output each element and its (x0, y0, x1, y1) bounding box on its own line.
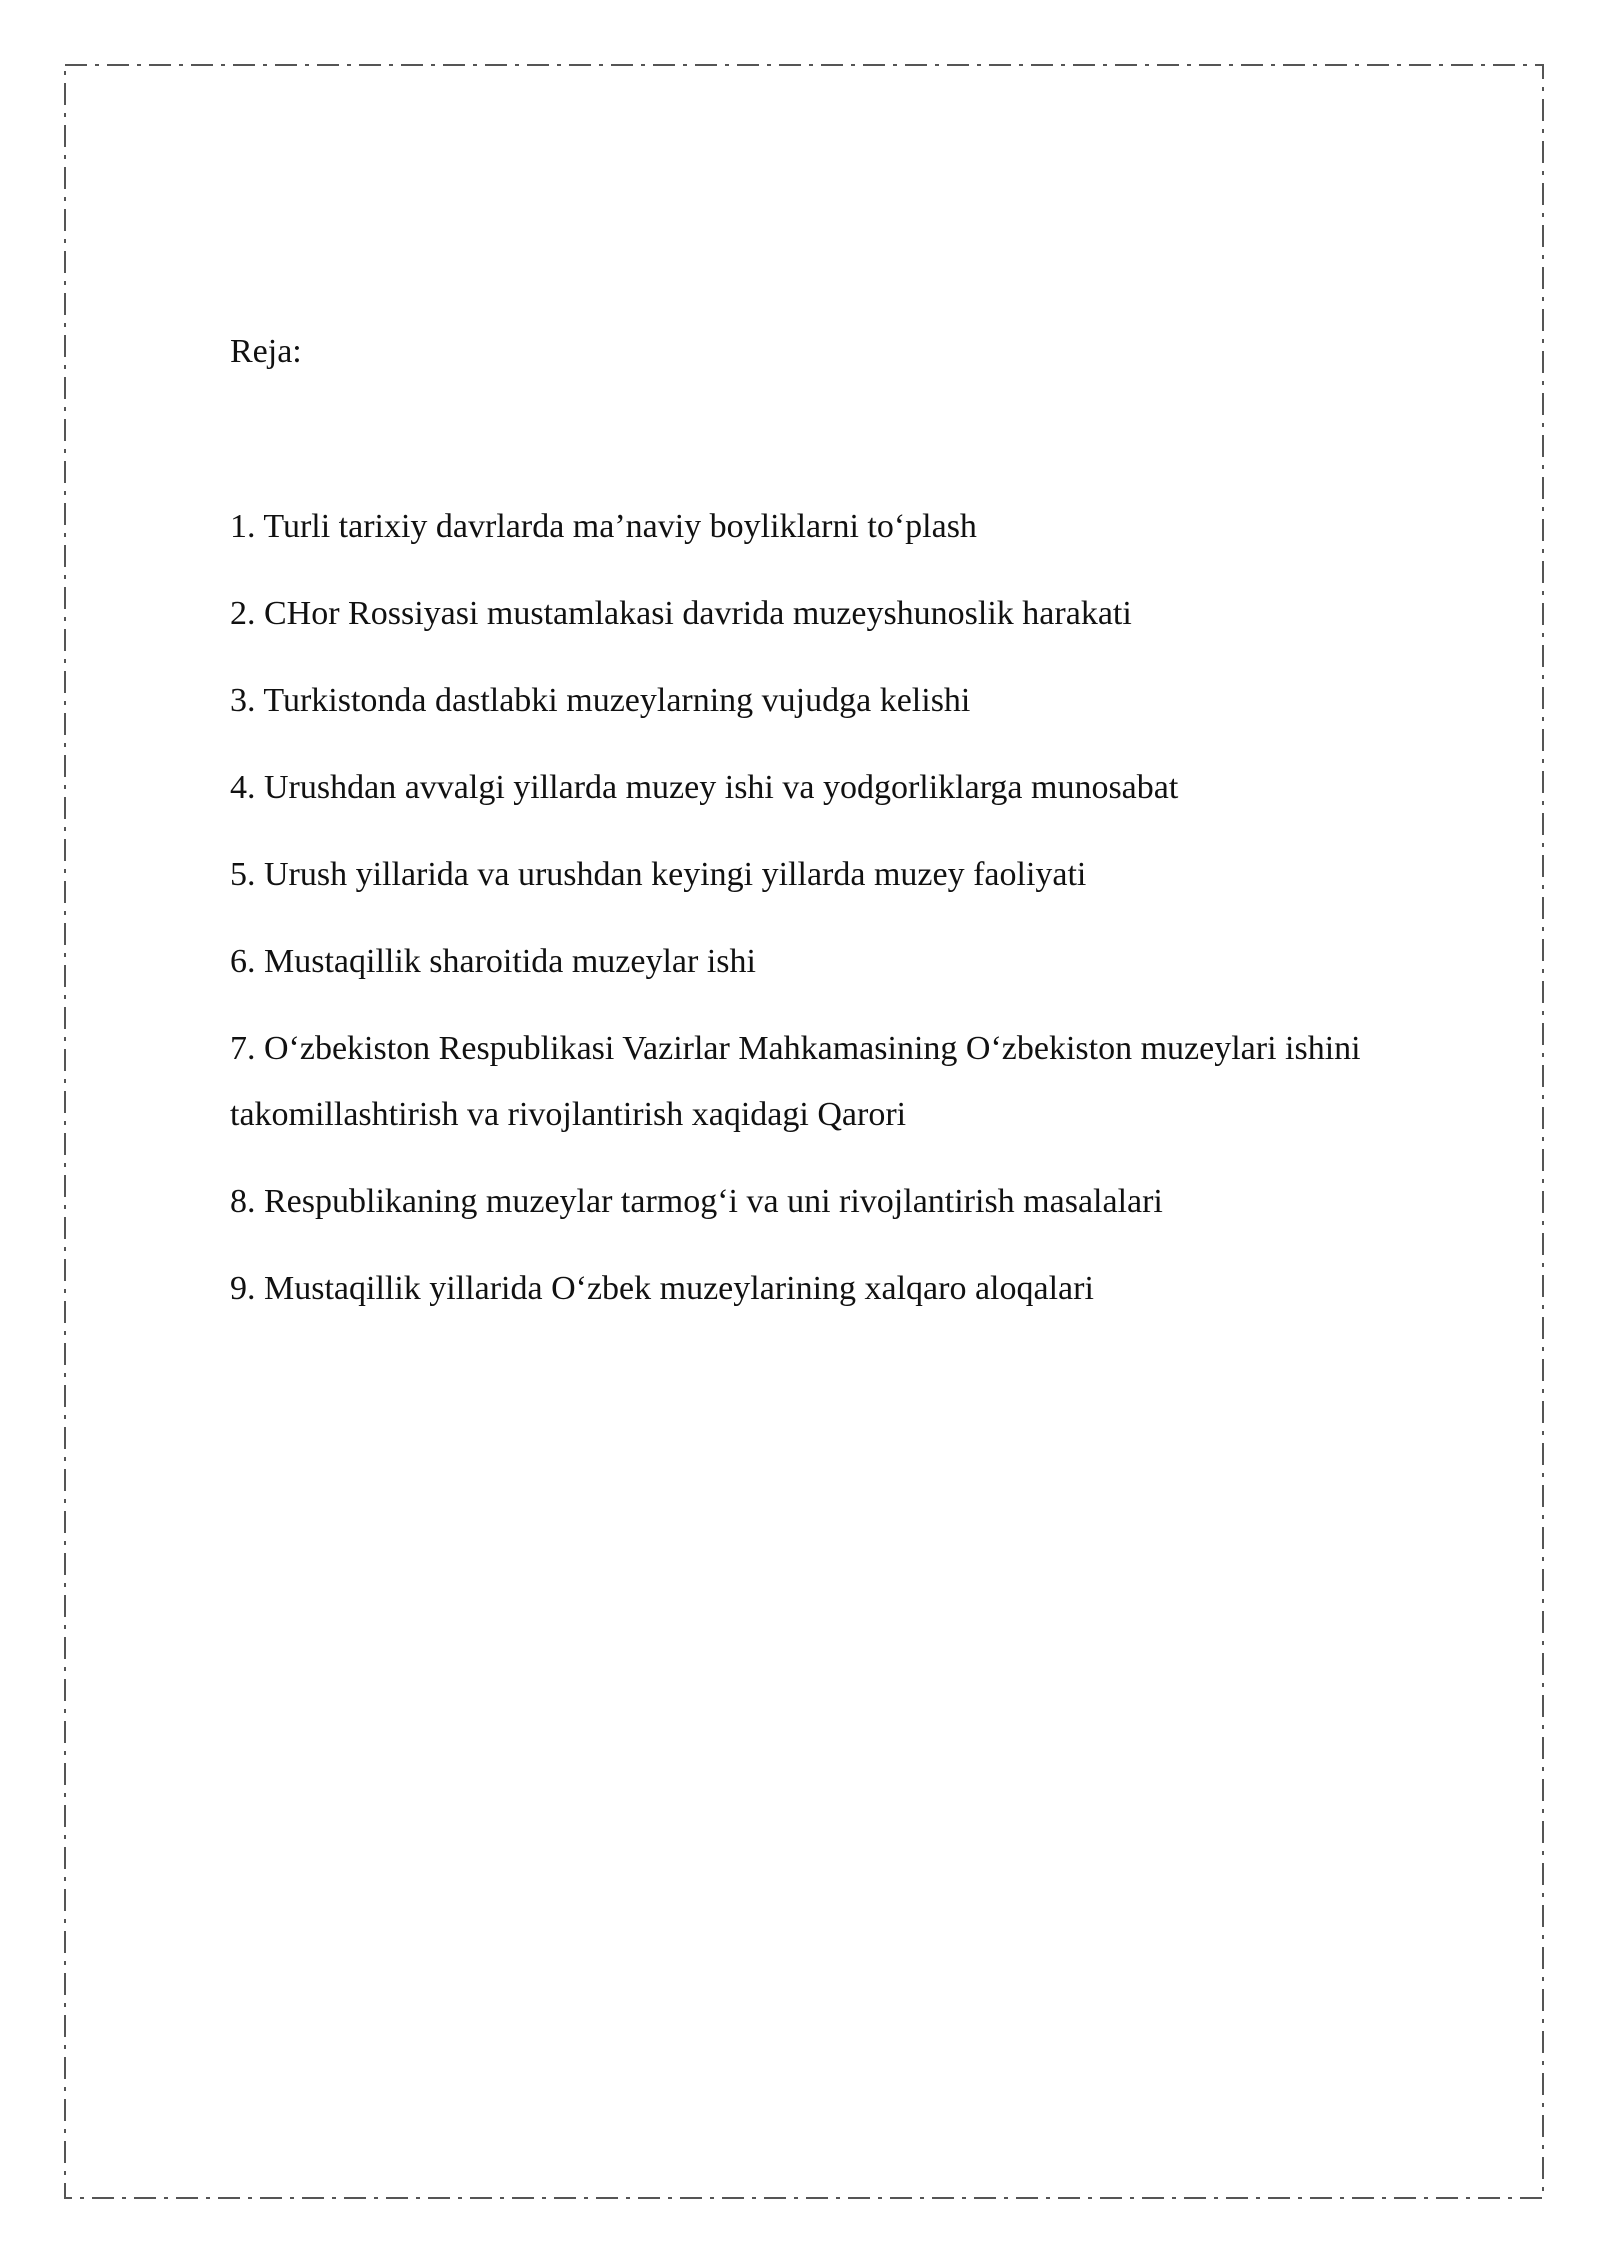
plan-heading: Reja: (230, 333, 302, 370)
plan-item-3: 3. Turkistonda dastlabki muzeylarning vujudga kelishi (230, 682, 971, 719)
plan-item-8: 8. Respublikaning muzeylar tarmog‘i va uni rivojlantirish masalalari (230, 1183, 1163, 1220)
plan-list (230, 494, 1530, 1343)
plan-item-1: 1. Turli tarixiy davrlarda ma’naviy boyliklarni to‘plash (230, 508, 977, 545)
plan-item-7: 7. O‘zbekiston Respublikasi Vazirlar Mahkamasining O‘zbekiston muzeylari ishini takomillashtirish va rivojlantirish xaqidagi Qarori (230, 1030, 1361, 1133)
plan-item-9: 9. Mustaqillik yillarida O‘zbek muzeylarining xalqaro aloqalari (230, 1270, 1094, 1307)
plan-item-5: 5. Urush yillarida va urushdan keyingi yillarda muzey faoliyati (230, 856, 1087, 893)
plan-item-4: 4. Urushdan avvalgi yillarda muzey ishi va yodgorliklarga munosabat (230, 769, 1179, 806)
plan-item-2: 2. CHor Rossiyasi mustamlakasi davrida muzeyshunoslik harakati (230, 595, 1132, 632)
page-content (230, 328, 1530, 1307)
plan-item-6: 6. Mustaqillik sharoitida muzeylar ishi (230, 943, 756, 980)
